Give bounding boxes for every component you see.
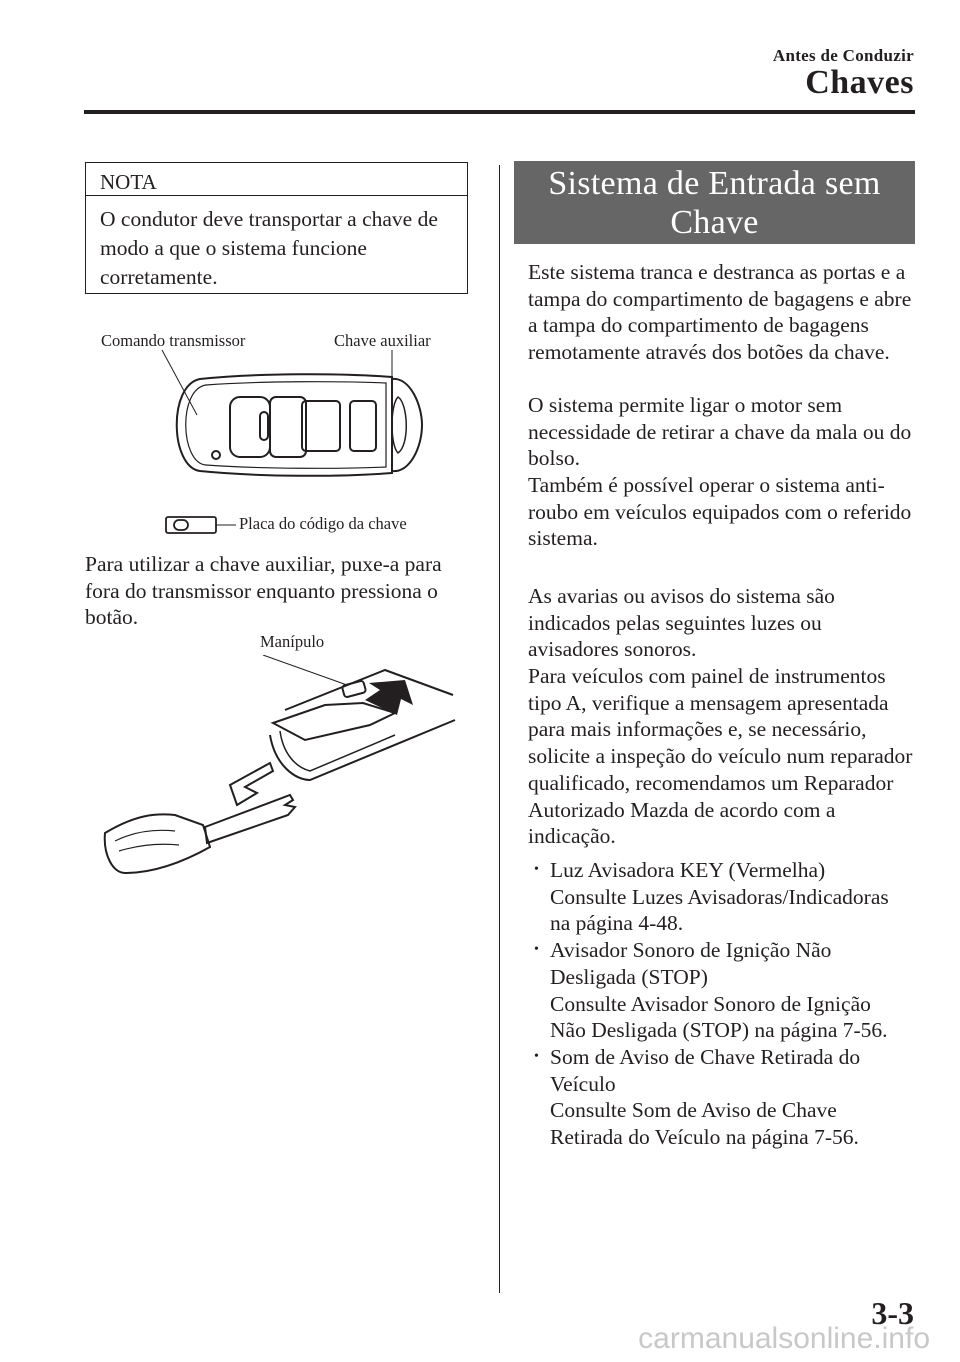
- label-aux-key: Chave auxiliar: [334, 331, 431, 350]
- knob-button: [342, 680, 366, 697]
- button-unlock: [270, 397, 306, 457]
- list-item-title: • Luz Avisadora KEY (Vermelha): [550, 858, 826, 882]
- list-item-ref: Consulte Luzes Avisadoras/Indicadoras na página 4-48.: [550, 884, 889, 936]
- button-lock: [230, 397, 270, 457]
- key-fob-illustration: [160, 345, 460, 540]
- label-knob: Manípulo: [260, 632, 325, 651]
- aux-key-removal-illustration: [95, 655, 465, 895]
- column-divider: [499, 165, 500, 1293]
- paragraph-engine-start: O sistema permite ligar o motor sem necessidade de retirar a chave da mala ou do bolso.: [528, 393, 912, 471]
- note-text: O condutor deve transportar a chave de modo a que o sistema funcione corretamente.: [100, 207, 438, 289]
- list-item-title: • Som de Aviso de Chave Retirada do Veículo: [550, 1044, 861, 1096]
- section-label: Antes de Conduzir: [772, 46, 914, 65]
- list-item: [528, 1044, 908, 1151]
- note-box: [85, 162, 468, 294]
- fob-lock-slot: [260, 412, 268, 440]
- label-transmitter: Comando transmissor: [101, 331, 246, 350]
- page-number: 3-3: [871, 1295, 914, 1331]
- aux-key-grip: [392, 397, 406, 453]
- list-item-title: • Avisador Sonoro de Ignição Não Desligada (STOP): [550, 938, 832, 989]
- paragraph-anti-theft: Também é possível operar o sistema anti-roubo em veículos equipados com o referido sistema.: [528, 473, 912, 551]
- button-panic: [350, 401, 376, 451]
- footer-watermark: carmanualsonline.info: [638, 1322, 930, 1355]
- note-title: NOTA: [86, 163, 467, 196]
- button-trunk: [302, 401, 340, 451]
- list-item-ref: Consulte Som de Aviso de Chave Retirada do Veículo na página 7-56.: [550, 1098, 859, 1150]
- fob-shell-side: [270, 720, 455, 780]
- fob-led: [212, 451, 220, 459]
- section-title-line1: Sistema de Entrada sem: [548, 165, 881, 202]
- fob-body: [177, 374, 392, 476]
- section-title-line2: Chave: [670, 204, 759, 241]
- section-heading-banner: [514, 161, 915, 244]
- list-item-ref: Consulte Avisador Sonoro de Ignição Não Desligada (STOP) na página 7-56.: [550, 991, 888, 1043]
- header-rule: [84, 110, 915, 114]
- list-item: [528, 857, 908, 937]
- code-plate-icon: [166, 517, 216, 533]
- fob-inner-outline: [186, 382, 386, 469]
- list-item: [528, 937, 908, 1044]
- aux-key-instructions: Para utilizar a chave auxiliar, puxe-a para fora do transmissor enquanto pressiona o botão.: [85, 552, 442, 630]
- paragraph-warnings: As avarias ou avisos do sistema são indicados pelas seguintes luzes ou avisadores sonoros.: [528, 584, 835, 662]
- pull-arrow: [230, 763, 273, 805]
- chapter-title: Chaves: [805, 64, 914, 101]
- label-code-plate: Placa do código da chave: [239, 514, 407, 533]
- paragraph-instrument-panel: Para veículos com painel de instrumentos tipo A, verifique a mensagem apresentada para mais informações e, se necessário, solicite a inspeção do veículo num reparador qualificado, recomendamos um Reparador Autorizado Mazda de acordo com a indicação.: [528, 664, 913, 849]
- push-arrow: [365, 680, 413, 715]
- paragraph-system-description: Este sistema tranca e destranca as portas e a tampa do compartimento de bagagens e abre a tampa do compartimento de bagagens remotamente através dos botões da chave.: [528, 260, 912, 365]
- warning-list: [528, 857, 908, 1151]
- aux-key-blade: [105, 795, 295, 873]
